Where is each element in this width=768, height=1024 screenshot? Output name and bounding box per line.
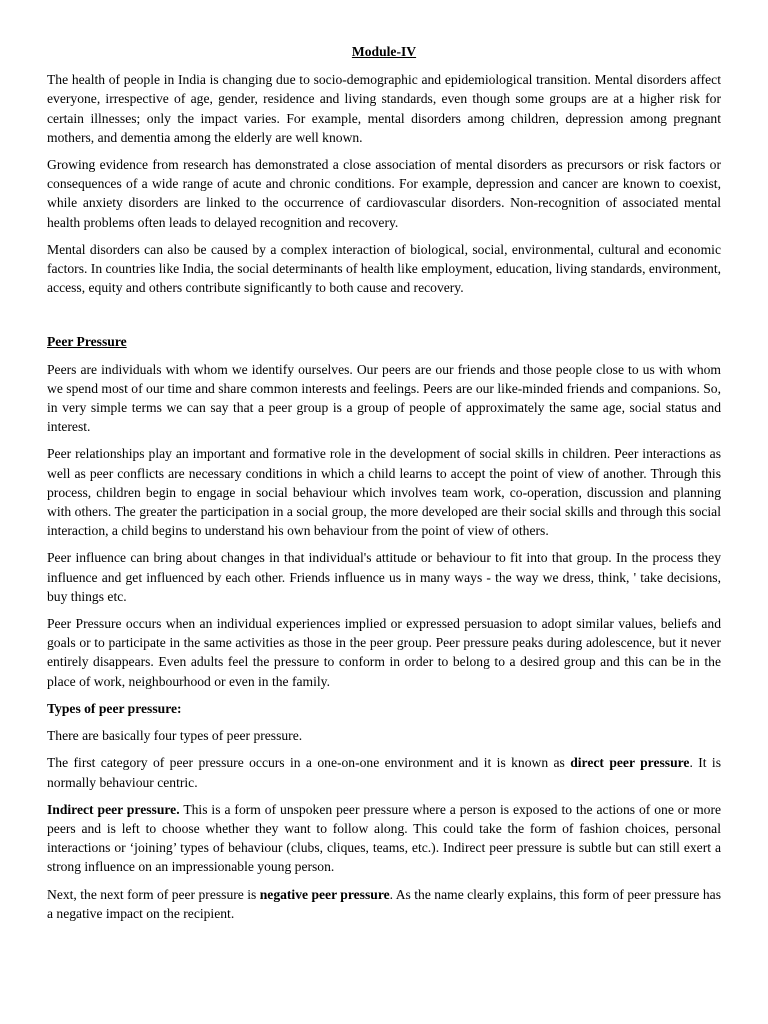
- direct-peer-pressure-paragraph: [47, 753, 721, 791]
- section-heading-peer-pressure: Peer Pressure: [47, 334, 127, 350]
- direct-text-after: . It is normally behaviour centric.: [47, 755, 722, 790]
- direct-bold-term: direct peer pressure: [570, 755, 690, 771]
- peer-paragraph-2: Peer relationships play an important and formative role in the development of social skills in children. Peer interactions as well as peer conflicts are necessary conditions in which a child learns to accept the point of view of another. Through this process, children begin to engage in social behaviour which involves team work, co-operation, discussion and planning with others. The greater the participation in a social group, the more developed are their social skills and through this social interaction, a child begins to understand his own behaviour from the point of view of others.: [47, 446, 721, 539]
- intro-paragraph-3: Mental disorders can also be caused by a complex interaction of biological, social, environmental, cultural and economic factors. In countries like India, the social determinants of health like employment, education, living standards, environment, access, equity and others contribute significantly to both cause and recovery.: [47, 241, 721, 296]
- document-page: [47, 42, 721, 931]
- negative-peer-pressure-paragraph: [47, 885, 721, 923]
- peer-paragraph-3: Peer influence can bring about changes in that individual's attitude or behaviour to fit into that group. In the process they influence and get influenced by each other. Friends influence us in many ways - the way we dress, think, ' take decisions, buy things etc.: [47, 550, 721, 604]
- indirect-bold-term: Indirect peer pressure.: [47, 801, 180, 817]
- intro-paragraph-1: The health of people in India is changing due to socio-demographic and epidemiological transition. Mental disorders affect everyone, irrespective of age, gender, residence and living standards, even though some groups are at a higher risk for certain illnesses; only the impact varies. For example, mental disorders among children, depression among pregnant mothers, and dementia among the elderly are well known.: [47, 72, 721, 145]
- negative-text-after: . As the name clearly explains, this form of peer pressure has a negative impact on the recipient.: [47, 886, 721, 921]
- negative-bold-term: negative peer pressure: [259, 886, 390, 902]
- types-intro: There are basically four types of peer pressure.: [47, 728, 303, 744]
- peer-paragraph-1: Peers are individuals with whom we identify ourselves. Our peers are our friends and those people close to us with whom we spend most of our time and share common interests and feelings. Peers are our like-minded friends and companions. So, in very simple terms we can say that a peer group is a group of people of approximately the same age, social status and interest.: [47, 361, 721, 435]
- peer-paragraph-4: Peer Pressure occurs when an individual experiences implied or expressed persuasion to adopt similar values, beliefs and goals or to participate in the same activities as those in the peer group. Peer pressure peaks during adolescence, but it never entirely disappears. Even adults feel the pressure to conform in order to belong to a desired group and this can be in the place of work, neighbourhood or even in the family.: [47, 616, 721, 689]
- indirect-peer-pressure-paragraph: [47, 800, 721, 877]
- intro-paragraph-2: Growing evidence from research has demonstrated a close association of mental disorders as precursors or risk factors or consequences of a wide range of acute and chronic conditions. For example, depression and cancer are known to coexist, while anxiety disorders are linked to the occurrence of cardiovascular disorders. Non-recognition of associated mental health problems often leads to delayed recognition and recovery.: [47, 157, 721, 230]
- indirect-text-after: This is a form of unspoken peer pressure where a person is exposed to the actions of one or more peers and is left to choose whether they want to follow along. This could take the form of fashion choices, personal interactions or ‘joining’ types of behaviour (clubs, cliques, teams, etc.). Indirect peer pressure is subtle but can still exert a strong influence on an impressionable young person.: [47, 801, 722, 875]
- negative-text-before: Next, the next form of peer pressure is: [47, 886, 260, 902]
- types-heading: Types of peer pressure:: [47, 700, 182, 716]
- direct-text-before: The first category of peer pressure occurs in a one-on-one environment and it is known as: [47, 755, 571, 771]
- page-title: Module-IV: [351, 44, 417, 59]
